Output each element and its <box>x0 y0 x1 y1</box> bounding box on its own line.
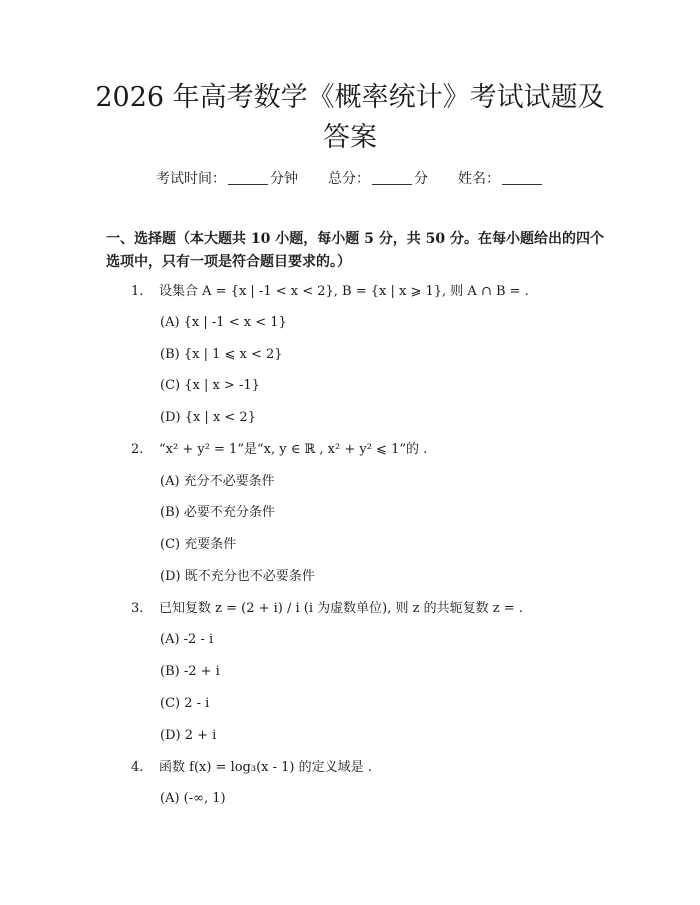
question-stem <box>131 440 427 460</box>
option-b: (B) -2 + i <box>160 664 220 679</box>
option-c: (C) 充要条件 <box>160 537 237 552</box>
option-c: (C) {x | x > -1} <box>160 378 260 393</box>
option-d: (D) {x | x < 2} <box>160 410 256 425</box>
option-a: (A) (-∞, 1) <box>160 791 226 806</box>
question-text: 函数 f(x) = log₃(x - 1) 的定义域是 . <box>159 760 372 775</box>
option-a: (A) {x | -1 < x < 1} <box>160 315 287 330</box>
question-stem <box>131 282 529 302</box>
section-heading: 一、选择题（本大题共 10 小题，每小题 5 分，共 50 分。在每小题给出的四个选项中，只有一项是符合题目要求的。） <box>106 231 604 270</box>
total-score-blank <box>372 170 412 185</box>
exam-meta-line <box>0 169 700 189</box>
question-stem <box>131 758 372 778</box>
question-number: 3. <box>131 601 144 616</box>
total-score-label: 总分： <box>328 171 370 187</box>
exam-time-unit: 分钟 <box>270 171 298 187</box>
question-text: 已知复数 z = (2 + i) / i (i 为虚数单位), 则 z 的共轭复数 z = . <box>159 601 523 616</box>
total-score-unit: 分 <box>414 171 428 187</box>
option-c: (C) 2 - i <box>160 696 210 711</box>
option-d: (D) 2 + i <box>160 728 217 743</box>
question-stem <box>131 599 523 619</box>
question-text: 设集合 A = {x | -1 < x < 2}, B = {x | x ⩾ 1}, 则 A ∩ B = . <box>159 284 529 299</box>
exam-time-label: 考试时间： <box>156 171 226 187</box>
option-b: (B) 必要不充分条件 <box>160 505 275 520</box>
option-b: (B) {x | 1 ⩽ x < 2} <box>160 347 283 362</box>
question-number: 2. <box>131 442 144 457</box>
question-number: 4. <box>131 760 144 775</box>
option-d: (D) 既不充分也不必要条件 <box>160 569 315 584</box>
question-number: 1. <box>131 284 144 299</box>
student-name-label: 姓名： <box>458 171 500 187</box>
option-a: (A) -2 - i <box>160 632 214 647</box>
page-title: 2026 年高考数学《概率统计》考试试题及答案 <box>95 82 605 153</box>
exam-time-blank <box>228 170 268 185</box>
option-a: (A) 充分不必要条件 <box>160 474 275 489</box>
question-text: “x² + y² = 1”是“x, y ∈ ℝ , x² + y² ⩽ 1”的 . <box>159 442 428 457</box>
student-name-blank <box>502 170 542 185</box>
